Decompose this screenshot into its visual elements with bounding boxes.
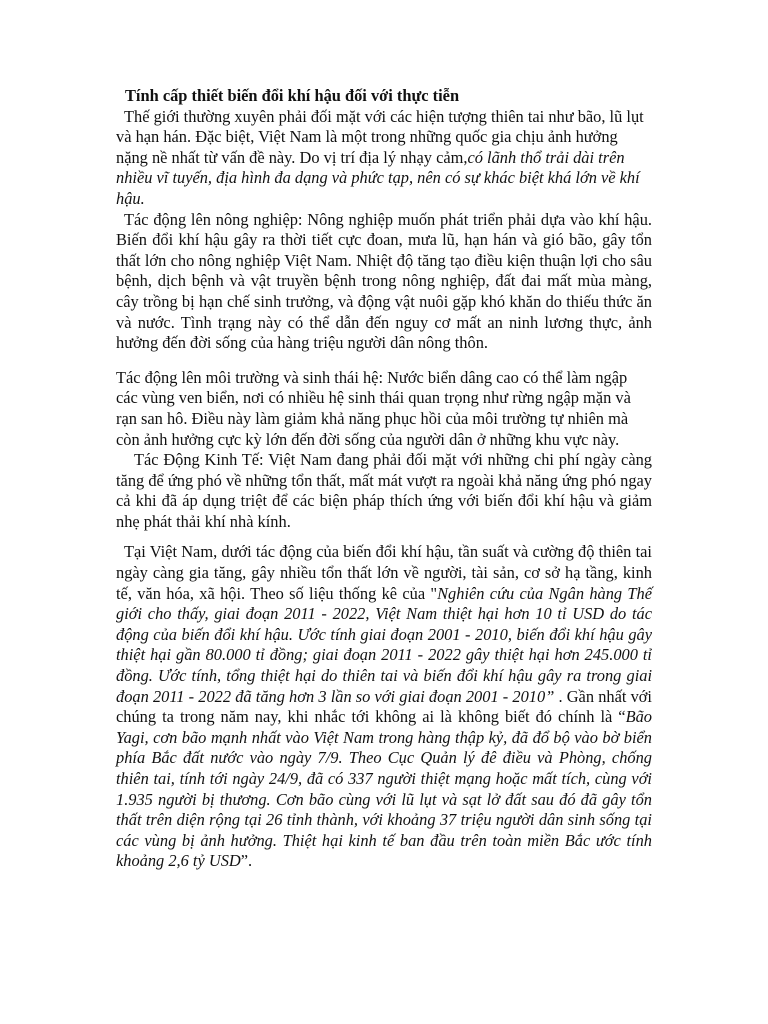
paragraph-intro bbox=[116, 107, 652, 210]
document-page bbox=[116, 86, 652, 872]
paragraph-economy: Tác Động Kinh Tế: Việt Nam đang phải đối mặt với những chi phí ngày càng tăng để ứng phó về những tổn thất, mất mát vượt ra ngoài khả năng ứng phó ngay cả khi đã áp dụng triệt để các biện pháp thích ứng với biến đổi khí hậu và giảm nhẹ phát thải khí nhà kính. bbox=[116, 450, 652, 531]
paragraph-vietnam-impact bbox=[116, 542, 652, 872]
paragraph-environment: Tác động lên môi trường và sinh thái hệ: Nước biển dâng cao có thể làm ngập các vùng ven biển, nơi có nhiều hệ sinh thái quan trọng như rừng ngập mặn và rạn san hô. Điều này làm giảm khả năng phục hồi của môi trường tự nhiên mà còn ảnh hưởng cực kỳ lớn đến đời sống của người dân ở những khu vực này. bbox=[116, 367, 631, 449]
paragraph-intro-text: Thế giới thường xuyên phải đối mặt với các hiện tượng thiên tai như bão, lũ lụt và hạn hán. Đặc biệt, Việt Nam là một trong những quốc gia chịu ảnh hưởng nặng nề nhất từ vấn đề này. Do vị trí địa lý nhạy cảm, bbox=[116, 106, 644, 167]
paragraph-intro-italic: có lãnh thổ trải dài trên nhiều vĩ tuyến, địa hình đa dạng và phức tạp, nên có sự khác biệt khá lớn về khí hậu. bbox=[116, 147, 640, 208]
document-title: Tính cấp thiết biến đổi khí hậu đối với thực tiễn bbox=[125, 86, 460, 105]
paragraph-vietnam-text-a: Tại Việt Nam, dưới tác động của biến đổi khí hậu, tần suất và cường độ thiên tai ngày càng gia tăng, gây nhiều tổn thất lớn về người, tài sản, cơ sở hạ tầng, kinh tế, văn hóa, xã hội. Theo số liệu thống kê của " bbox=[116, 542, 652, 603]
paragraph-vietnam-quote-worldbank: Nghiên cứu của Ngân hàng Thế giới cho thấy, giai đoạn 2011 - 2022, Việt Nam thiệt hại hơn 10 tỉ USD do tác động của biến đổi khí hậu. Ước tính giai đoạn 2001 - 2010, biến đổi khí hậu gây thiệt hại gần 80.000 tỉ đồng; giai đoạn 2011 - 2022 gây thiệt hại hơn 245.000 tỉ đồng. Ước tính, tổng thiệt hại do thiên tai và biến đổi khí hậu gây ra trong giai đoạn 2011 - 2022 đã tăng hơn 3 lần so với giai đoạn 2001 - 2010” bbox=[116, 583, 653, 706]
paragraph-vietnam-quote-yagi: Bão Yagi, cơn bão mạnh nhất vào Việt Nam trong hàng thập kỷ, đã đổ bộ vào bờ biển phía Bắc đất nước vào ngày 7/9. Theo Cục Quản lý đê điều và Phòng, chống thiên tai, tính tới ngày 24/9, đã có 337 người thiệt mạng hoặc mất tích, cùng với 1.935 người bị thương. Cơn bão cùng với lũ lụt và sạt lở đất sau đó đã gây tổn thất trên diện rộng tại 26 tỉnh thành, với khoảng 37 triệu người dân sinh sống tại các vùng bị ảnh hưởng. Thiệt hại kinh tế ban đầu trên toàn miền Bắc ước tính khoảng 2,6 tỷ USD bbox=[116, 707, 652, 871]
paragraph-vietnam-text-b: . Gần nhất với chúng ta trong năm nay, khi nhắc tới không ai là không biết đó chính là “ bbox=[116, 686, 652, 727]
paragraph-agriculture: Tác động lên nông nghiệp: Nông nghiệp muốn phát triển phải dựa vào khí hậu. Biến đổi khí hậu gây ra thời tiết cực đoan, mưa lũ, hạn hán và gió bão, gây tổn thất lớn cho nông nghiệp Việt Nam. Nhiệt độ tăng tạo điều kiện thuận lợi cho sâu bệnh, dịch bệnh và vật truyền bệnh trong nông nghiệp, đất đai mất mùa màng, cây trồng bị hạn chế sinh trưởng, và động vật nuôi gặp khó khăn do thiếu thức ăn và nước. Tình trạng này có thể dẫn đến nguy cơ mất an ninh lương thực, ảnh hưởng đến đời sống của hàng triệu người dân nông thôn. bbox=[116, 209, 652, 353]
paragraph-vietnam-text-c: ”. bbox=[240, 851, 253, 871]
